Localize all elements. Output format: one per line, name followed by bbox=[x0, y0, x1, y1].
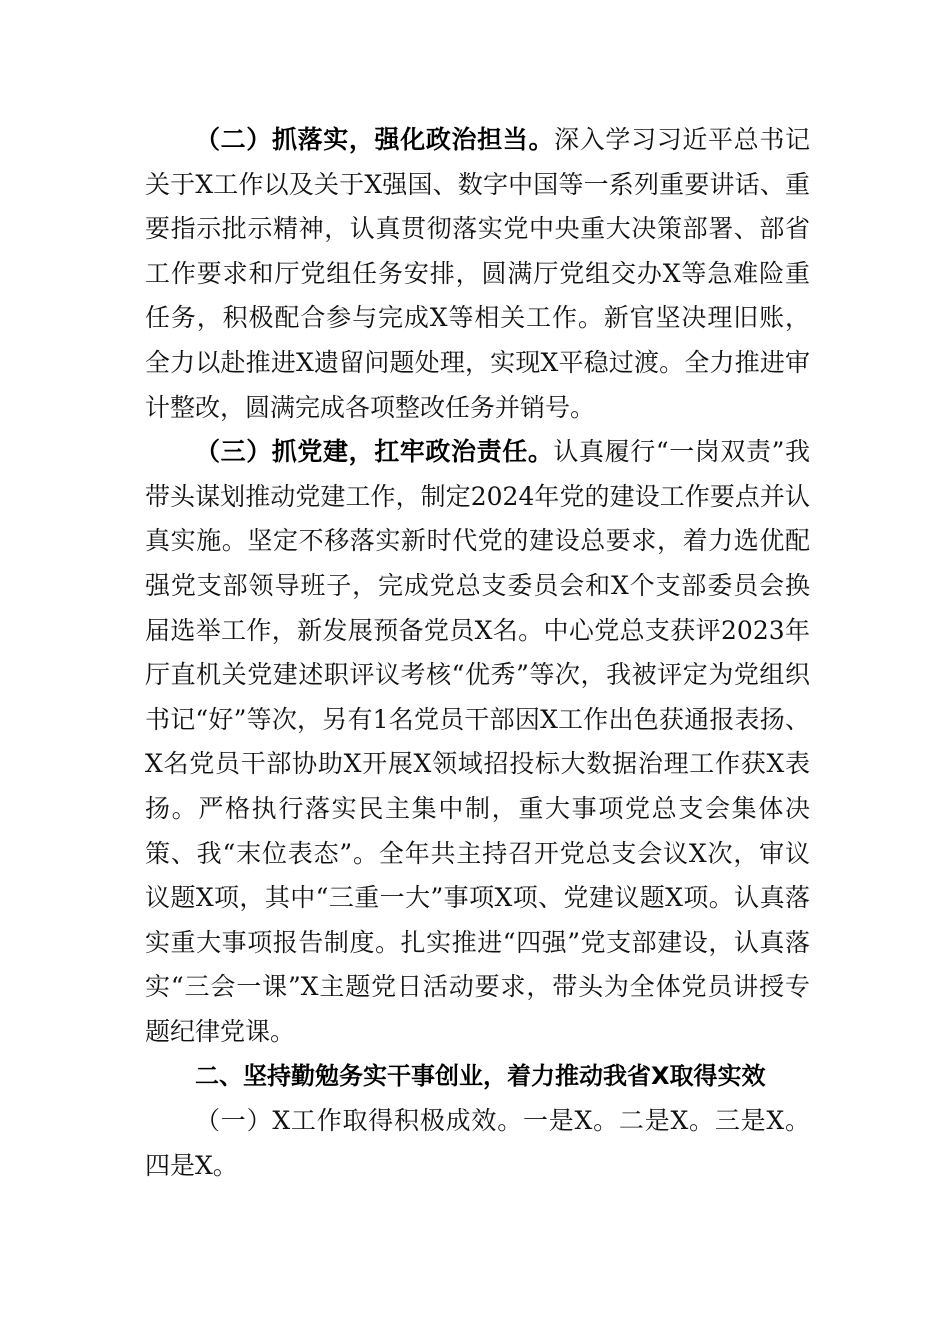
paragraph-party-building bbox=[145, 430, 810, 1054]
paragraph-body: 深入学习习近平总书记关于X工作以及关于X强国、数字中国等一系列重要讲话、重要指示批示精神，认真贯彻落实党中央重大决策部署、部省工作要求和厅党组任务安排，圆满厅党组交办X等急难险重任务，积极配合参与完成X等相关工作。新官坚决理旧账，全力以赴推进X遗留问题处理，实现X平稳过渡。全力推进审计整改，圆满完成各项整改任务并销号。 bbox=[145, 125, 810, 422]
paragraph-heading: （二）抓落实，强化政治担当。 bbox=[195, 125, 555, 154]
document-page bbox=[145, 118, 810, 1188]
paragraph-implementation bbox=[145, 118, 810, 430]
paragraph-work-results: （一）X工作取得积极成效。一是X。二是X。三是X。四是X。 bbox=[145, 1106, 810, 1180]
paragraph-body: 认真履行“一岗双责”我带头谋划推动党建工作，制定2024年党的建设工作要点并认真实施。坚定不移落实新时代党的建设总要求，着力选优配强党支部领导班子，完成党总支委员会和X个支部委员会换届选举工作，新发展预备党员X名。中心党总支获评2023年厅直机关党建述职评议考核“优秀”等次，我被评定为党组织书记“好”等次，另有1名党员干部因X工作出色获通报表扬、X名党员干部协助X开展X领域招投标大数据治理工作获X表扬。严格执行落实民主集中制，重大事项党总支会集体决策、我“末位表态”。全年共主持召开党总支会议X次，审议议题X项，其中“三重一大”事项X项、党建议题X项。认真落实重大事项报告制度。扎实推进“四强”党支部建设，认真落实“三会一课”X主题党日活动要求，带头为全体党员讲授专题纪律党课。 bbox=[145, 437, 810, 1046]
paragraph-heading: （三）抓党建，扛牢政治责任。 bbox=[195, 437, 554, 467]
section-heading: 二、坚持勤勉务实干事创业，着力推动我省X取得实效 bbox=[195, 1062, 766, 1091]
